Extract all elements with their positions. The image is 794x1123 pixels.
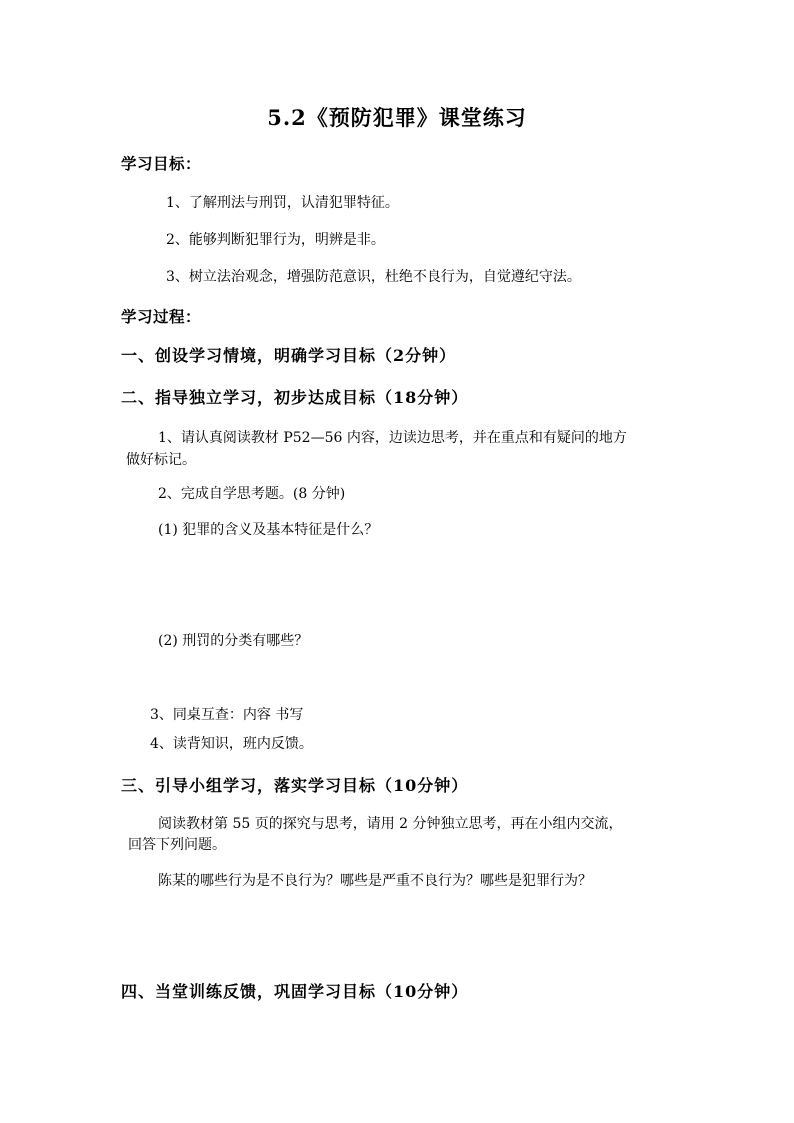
objective-item-2: 2、能够判断犯罪行为，明辨是非。 xyxy=(166,232,385,248)
section-2-item-2: 2、完成自学思考题。(8 分钟) xyxy=(158,486,346,502)
process-heading: 学习过程： xyxy=(121,307,202,326)
section-1-title: 一、创设学习情境，明确学习目标（2分钟） xyxy=(121,346,457,365)
section-2-item-1-line-2: 做好标记。 xyxy=(126,452,196,468)
section-2-title: 二、指导独立学习，初步达成目标（18分钟） xyxy=(121,388,469,407)
section-4-title: 四、当堂训练反馈，巩固学习目标（10分钟） xyxy=(121,982,469,1001)
section-3-title: 三、引导小组学习，落实学习目标（10分钟） xyxy=(121,776,469,795)
page-title: 5.2《预防犯罪》课堂练习 xyxy=(267,105,527,130)
objective-item-1: 1、了解刑法与刑罚，认清犯罪特征。 xyxy=(166,195,399,211)
section-2-item-1-line-1: 1、请认真阅读教材 P52—56 内容，边读边思考，并在重点和有疑问的地方 xyxy=(158,430,627,446)
section-2-item-4: 4、读背知识，班内反馈。 xyxy=(150,736,313,752)
section-2-item-3: 3、同桌互查：内容 书写 xyxy=(150,707,304,723)
section-3-paragraph-line-2: 回答下列问题。 xyxy=(128,837,226,853)
question-1: (1) 犯罪的含义及基本特征是什么？ xyxy=(158,522,379,538)
section-3-paragraph-line-1: 阅读教材第 55 页的探究与思考，请用 2 分钟独立思考，再在小组内交流， xyxy=(158,816,623,832)
section-3-question: 陈某的哪些行为是不良行为？哪些是严重不良行为？哪些是犯罪行为？ xyxy=(158,873,592,889)
question-2: (2) 刑罚的分类有哪些？ xyxy=(158,633,309,649)
objective-item-3: 3、树立法治观念，增强防范意识，杜绝不良行为，自觉遵纪守法。 xyxy=(166,269,581,285)
objectives-heading: 学习目标： xyxy=(121,154,202,173)
